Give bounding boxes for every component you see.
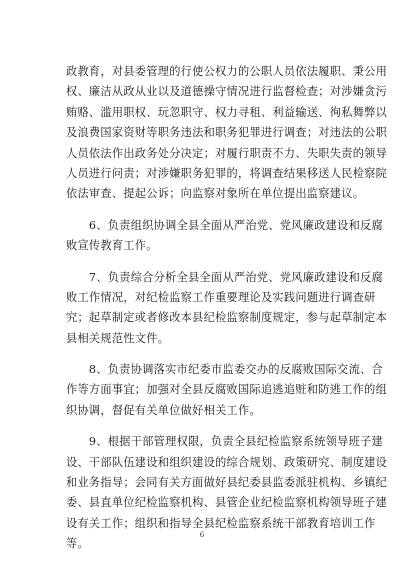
text-line: 委、县直单位纪检监察机构、县管企业纪检监察机构领导班子建 bbox=[66, 496, 388, 510]
paragraph-item-6 bbox=[66, 216, 384, 257]
paragraph-duties-continued bbox=[66, 62, 388, 205]
text-line: 权、廉洁从政从业以及道德操守情况进行监督检查；对涉嫌贪污 bbox=[66, 85, 388, 99]
text-line: 败工作情况，对纪检监察工作重要理论及实践问题进行调查研 bbox=[66, 290, 376, 304]
paragraph-gap bbox=[66, 257, 345, 268]
text-line: 败宣传教育工作。 bbox=[66, 239, 158, 253]
text-line: 9、根据干部管理权限，负责全县纪检监察系统领导班子建 bbox=[66, 435, 384, 449]
paragraph-item-8 bbox=[66, 360, 388, 421]
text-line: 织协调，督促有关单位做好相关工作。 bbox=[66, 403, 261, 417]
text-line: 人员依法作出政务处分决定；对履行职责不力、失职失责的领导 bbox=[66, 146, 388, 160]
text-line: 等。 bbox=[66, 537, 89, 551]
text-line: 设、干部队伍建设和组织建设的综合规划、政策研究、制度建设 bbox=[66, 455, 388, 469]
text-line: 8、负责协调落实市纪委市监委交办的反腐败国际交流、合 bbox=[66, 363, 384, 377]
paragraph-gap bbox=[66, 205, 345, 216]
page-number: 6 bbox=[199, 531, 205, 539]
text-line: 作等方面事宜；加强对全县反腐败国际追逃追赃和防逃工作的组 bbox=[66, 383, 388, 397]
page-body bbox=[66, 62, 388, 555]
text-line: 依法审查、提起公诉；向监察对象所在单位提出监察建议。 bbox=[66, 187, 365, 201]
text-line: 6、负责组织协调全县全面从严治党、党风廉政建设和反腐 bbox=[66, 218, 384, 232]
paragraph-gap bbox=[66, 349, 345, 360]
text-line: 贿赂、滥用职权、玩忽职守、权力寻租、利益输送、徇私舞弊以 bbox=[66, 105, 388, 119]
text-line: 究；起草制定或者修改本县纪检监察制度规定，参与起草制定本 bbox=[66, 311, 388, 325]
text-line: 7、负责综合分析全县全面从严治党、党风廉政建设和反腐 bbox=[66, 270, 384, 284]
text-line: 县相关规范性文件。 bbox=[66, 331, 170, 345]
paragraph-item-7 bbox=[66, 268, 388, 350]
text-line: 设有关工作；组织和指导全县纪检监察系统干部教育培训工作 bbox=[66, 516, 376, 530]
paragraph-gap bbox=[66, 421, 345, 432]
text-line: 及浪费国家资财等职务违法和职务犯罪进行调查；对违法的公职 bbox=[66, 126, 388, 140]
text-line: 和业务指导；会同有关方面做好县纪委县监委派驻机构、乡镇纪 bbox=[66, 476, 388, 490]
text-line: 政教育，对县委管理的行使公权力的公职人员依法履职、秉公用 bbox=[66, 65, 388, 78]
text-line: 人员进行问责；对涉嫌职务犯罪的，将调查结果移送人民检察院 bbox=[66, 166, 388, 180]
